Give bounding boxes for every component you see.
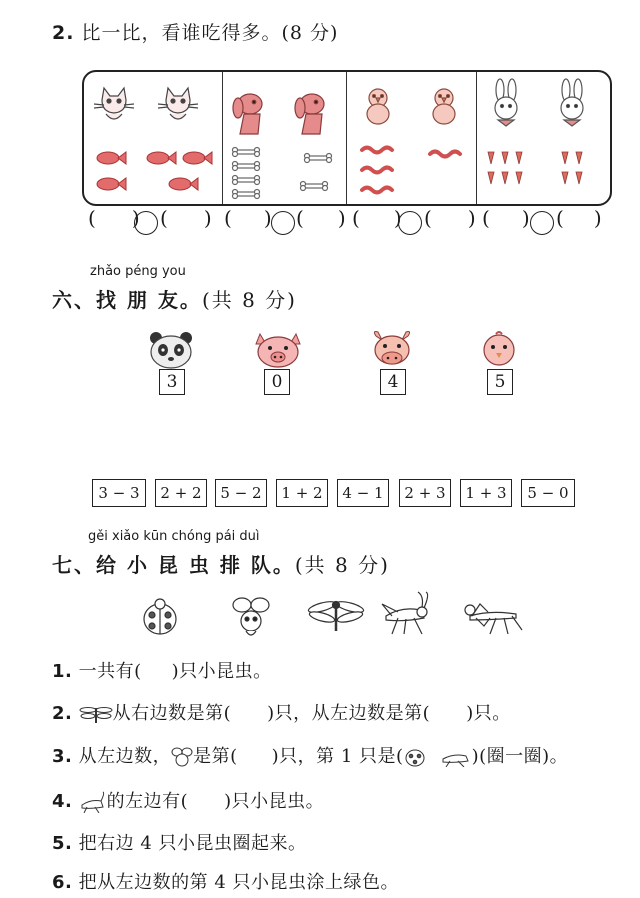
ladybug-icon [138, 595, 182, 639]
ladybug-icon[interactable] [404, 747, 426, 767]
compare-cell-rabbits [476, 72, 610, 204]
compare-cell-dogs [222, 72, 347, 204]
compare-answer-1[interactable] [88, 206, 140, 230]
carrot-icon [488, 152, 582, 184]
cow-icon [366, 330, 418, 370]
pig-icon [252, 330, 304, 370]
section-6-title: 六、找 朋 友。(共 8 分) [52, 288, 297, 312]
question-5: 5. 把右边 4 只小昆虫圈起来。 [52, 833, 307, 854]
expression-box[interactable]: 5 − 0 [521, 479, 575, 507]
dragonfly-icon [79, 704, 113, 724]
expression-box[interactable]: 2 + 3 [399, 479, 451, 507]
chick-number-box: 5 [487, 369, 513, 395]
compare-circle-2[interactable] [271, 211, 295, 235]
grasshopper-icon [79, 791, 107, 813]
question-2: 2. 从右边数是第( )只，从左边数是第( )只。 [52, 703, 511, 724]
panda-icon [146, 330, 196, 370]
compare-answer-5[interactable]: ( ) [352, 206, 402, 230]
bee-icon [171, 747, 193, 767]
expression-box[interactable]: 1 + 2 [276, 479, 328, 507]
compare-answer-4[interactable]: ( ) [296, 206, 346, 230]
section-6-pinyin: zhǎo péng you [90, 264, 186, 279]
question-3: 3. 从左边数， 是第( )只，第 1 只是( )(圈一圈)。 [52, 746, 569, 767]
paren-open: ( [88, 206, 96, 230]
section-7-pinyin: gěi xiǎo kūn chóng pái duì [88, 529, 260, 544]
question-text: 比一比，看谁吃得多。(8 分) [81, 22, 339, 44]
pig-number-box: 0 [264, 369, 290, 395]
compare-circle-1[interactable] [134, 211, 158, 235]
rabbit-icon [476, 72, 610, 204]
question-4: 4. 的左边有( )只小昆虫。 [52, 791, 325, 812]
cat-icon [84, 72, 222, 204]
compare-answer-6[interactable]: ( ) [424, 206, 476, 230]
paren-close: ) [131, 206, 140, 230]
panda-number-box: 3 [159, 369, 185, 395]
compare-circle-3[interactable] [398, 211, 422, 235]
compare-answer-2[interactable]: ( ) [160, 206, 212, 230]
question-2-title [52, 18, 338, 45]
compare-cell-cats [84, 72, 223, 204]
expression-box[interactable]: 4 − 1 [337, 479, 389, 507]
section-7-title: 七、给 小 昆 虫 排 队。(共 8 分) [52, 553, 390, 577]
question-1: 1. 一共有( )只小昆虫。 [52, 661, 272, 682]
compare-answer-3[interactable]: ( ) [224, 206, 272, 230]
expression-box[interactable]: 2 + 2 [155, 479, 207, 507]
expression-box[interactable]: 1 + 3 [460, 479, 512, 507]
compare-circle-4[interactable] [530, 211, 554, 235]
expression-box[interactable]: 5 − 2 [215, 479, 267, 507]
grasshopper-icon [378, 590, 434, 638]
question-number: 2. [52, 22, 75, 44]
chick-icon [474, 330, 524, 370]
compare-answer-7[interactable]: ( ) [482, 206, 530, 230]
compare-cell-chicks [346, 72, 477, 204]
expression-box[interactable]: 3 − 3 [92, 479, 146, 507]
grasshopper-icon[interactable] [440, 747, 472, 767]
chick-icon [346, 72, 476, 204]
question-6: 6. 把从左边数的第 4 只小昆虫涂上绿色。 [52, 872, 400, 893]
cow-number-box: 4 [380, 369, 406, 395]
bee-icon [228, 595, 274, 641]
compare-answer-8[interactable]: ( ) [556, 206, 602, 230]
fish-icon [97, 152, 212, 190]
bone-icon [233, 148, 332, 199]
compare-box [82, 70, 612, 206]
mantis-icon [460, 596, 526, 636]
dog-icon [222, 72, 346, 204]
worm-icon [362, 148, 460, 193]
dragonfly-icon [306, 597, 368, 633]
